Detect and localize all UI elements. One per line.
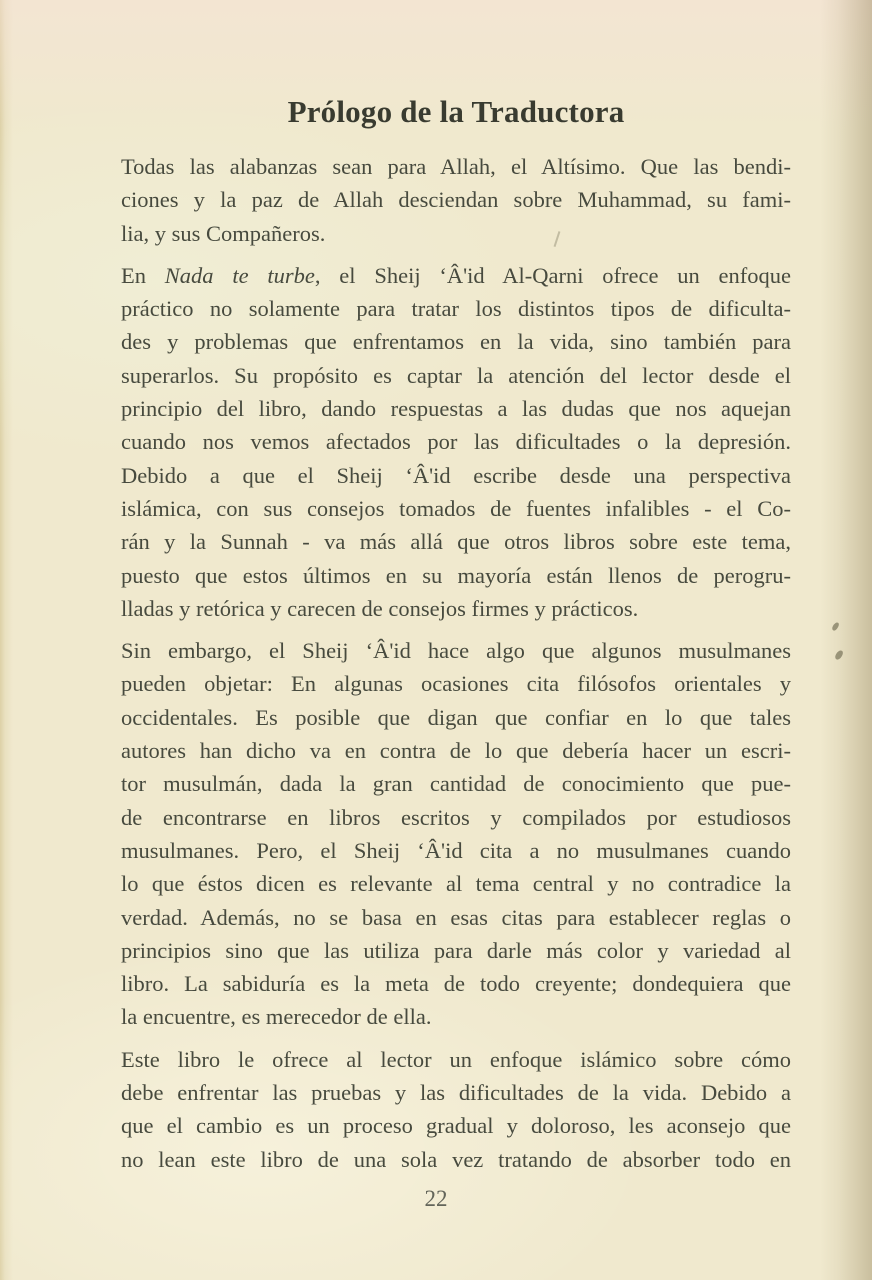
text-line bbox=[121, 325, 791, 358]
text-run: de encontrarse en libros escritos y compilados por estudiosos bbox=[121, 804, 791, 830]
text-run: ciones y la paz de Allah desciendan sobre Muhammad, su fami- bbox=[121, 187, 791, 213]
text-line bbox=[121, 1043, 791, 1076]
text-run: libro. La sabiduría es la meta de todo creyente; dondequiera que bbox=[121, 971, 791, 997]
text-line bbox=[121, 934, 791, 967]
scan-artifact-speck bbox=[834, 649, 844, 661]
text-line bbox=[121, 525, 791, 558]
paragraph bbox=[121, 1043, 791, 1176]
text-run: En bbox=[121, 262, 165, 288]
text-run: pueden objetar: En algunas ocasiones cita filósofos orientales y bbox=[121, 671, 791, 697]
scan-artifact-speck bbox=[831, 621, 840, 631]
text-run: lia, y sus Compañeros. bbox=[121, 220, 326, 246]
text-line bbox=[121, 359, 791, 392]
text-run: práctico no solamente para tratar los distintos tipos de dificulta- bbox=[121, 296, 791, 322]
text-run: , el Sheij ‘Â'id Al-Qarni ofrece un enfoque bbox=[314, 262, 791, 288]
text-line bbox=[121, 183, 791, 216]
italic-text-run: Nada te turbe bbox=[164, 262, 315, 288]
text-line bbox=[121, 701, 791, 734]
page-edge-shadow bbox=[820, 0, 872, 1280]
text-line bbox=[121, 1143, 791, 1176]
text-line bbox=[121, 767, 791, 800]
text-run: occidentales. Es posible que digan que confiar en lo que tales bbox=[121, 704, 791, 730]
page-title: Prólogo de la Traductora bbox=[287, 94, 625, 129]
text-line bbox=[121, 1000, 791, 1033]
text-run: musulmanes. Pero, el Sheij ‘Â'id cita a no musulmanes cuando bbox=[121, 837, 791, 863]
paragraph bbox=[121, 634, 791, 1034]
text-run: lo que éstos dicen es relevante al tema central y no contradice la bbox=[121, 871, 791, 897]
text-line bbox=[121, 259, 791, 292]
text-line bbox=[121, 867, 791, 900]
text-line bbox=[121, 834, 791, 867]
paragraph bbox=[121, 150, 791, 250]
text-line bbox=[121, 967, 791, 1000]
text-run: cuando nos vemos afectados por las dificultades o la depresión. bbox=[121, 429, 791, 455]
paragraph bbox=[121, 259, 791, 625]
text-line bbox=[121, 592, 791, 625]
text-run: rán y la Sunnah - va más allá que otros libros sobre este tema, bbox=[121, 529, 791, 555]
text-line bbox=[121, 492, 791, 525]
text-line bbox=[121, 734, 791, 767]
text-run: la encuentre, es merecedor de ella. bbox=[121, 1004, 432, 1030]
text-line bbox=[121, 667, 791, 700]
text-run: debe enfrentar las pruebas y las dificultades de la vida. Debido a bbox=[121, 1080, 791, 1106]
text-line bbox=[121, 150, 791, 183]
text-run: superarlos. Su propósito es captar la atención del lector desde el bbox=[121, 362, 791, 388]
text-run: verdad. Además, no se basa en esas citas para establecer reglas o bbox=[121, 904, 791, 930]
text-run: tor musulmán, dada la gran cantidad de conocimiento que pue- bbox=[121, 771, 791, 797]
text-run: Sin embargo, el Sheij ‘Â'id hace algo que algunos musulmanes bbox=[121, 638, 791, 664]
text-run: no lean este libro de una sola vez tratando de absorber todo en bbox=[121, 1146, 791, 1172]
text-run: lladas y retórica y carecen de consejos firmes y prácticos. bbox=[121, 595, 639, 621]
text-line bbox=[121, 634, 791, 667]
text-run: Todas las alabanzas sean para Allah, el Altísimo. Que las bendi- bbox=[121, 154, 791, 179]
text-line bbox=[121, 292, 791, 325]
text-line bbox=[121, 901, 791, 934]
text-run: autores han dicho va en contra de lo que debería hacer un escri- bbox=[121, 738, 791, 764]
text-line bbox=[121, 1109, 791, 1142]
text-line bbox=[121, 559, 791, 592]
text-body bbox=[121, 150, 791, 1176]
text-run: principio del libro, dando respuestas a las dudas que nos aquejan bbox=[121, 396, 791, 422]
text-run: principios sino que las utiliza para darle más color y variedad al bbox=[121, 937, 791, 963]
text-line bbox=[121, 392, 791, 425]
text-line bbox=[121, 1076, 791, 1109]
text-run: Este libro le ofrece al lector un enfoque islámico sobre cómo bbox=[121, 1046, 791, 1072]
text-run: islámica, con sus consejos tomados de fuentes infalibles - el Co- bbox=[121, 495, 791, 521]
text-run: que el cambio es un proceso gradual y doloroso, les aconsejo que bbox=[121, 1113, 791, 1139]
text-run: Debido a que el Sheij ‘Â'id escribe desde una perspectiva bbox=[121, 462, 791, 488]
text-run: puesto que estos últimos en su mayoría están llenos de perogru- bbox=[121, 562, 791, 588]
text-line bbox=[121, 801, 791, 834]
text-line bbox=[121, 425, 791, 458]
text-run: des y problemas que enfrentamos en la vida, sino también para bbox=[121, 329, 791, 355]
text-line bbox=[121, 217, 791, 250]
text-line bbox=[121, 459, 791, 492]
page-number: 22 bbox=[424, 1186, 448, 1211]
page-content bbox=[121, 94, 791, 1176]
